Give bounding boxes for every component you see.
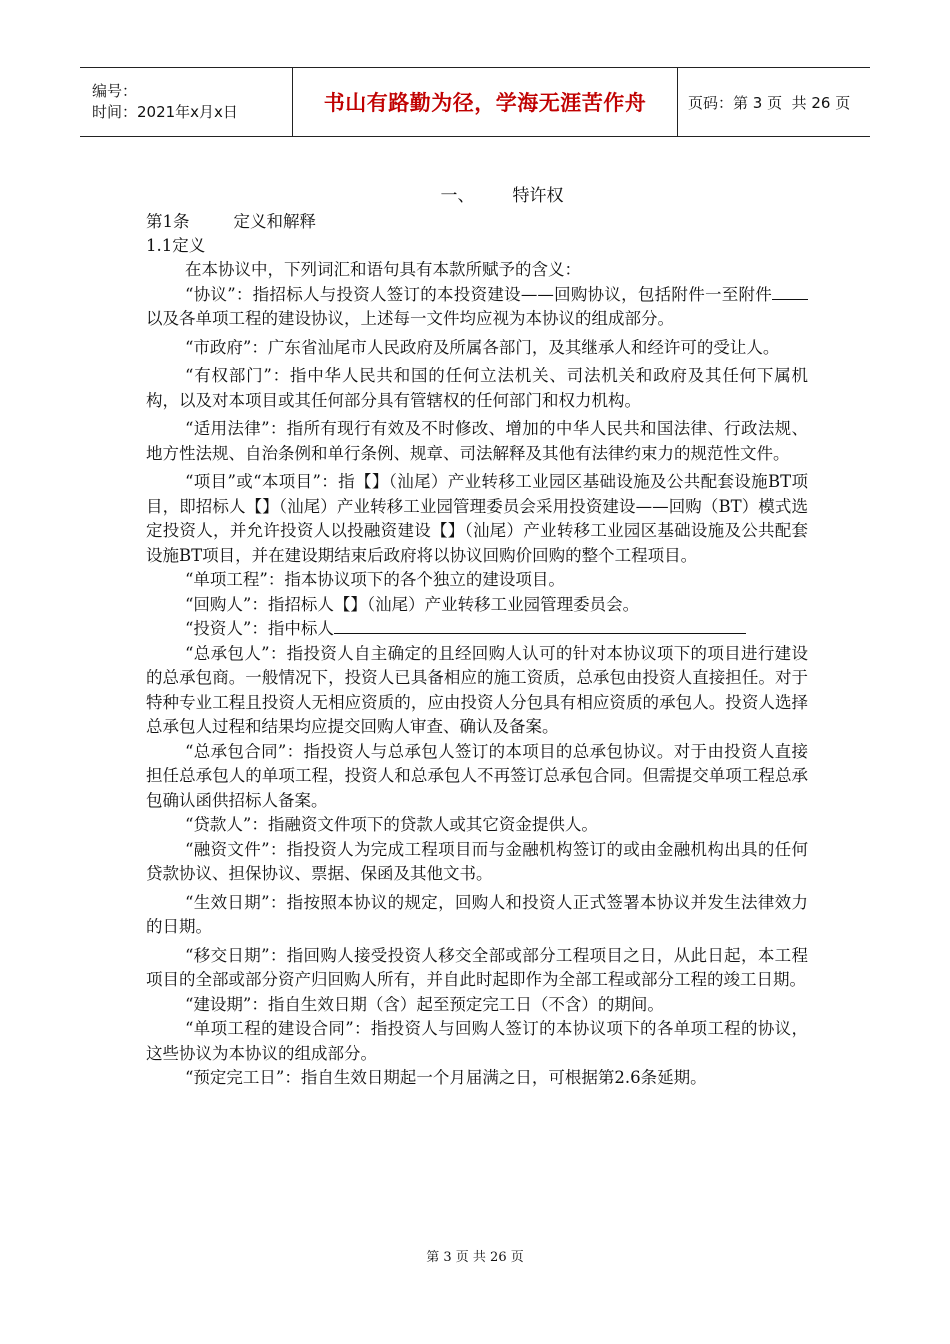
header-page-info bbox=[678, 68, 870, 136]
definition-investor bbox=[146, 617, 808, 642]
footer-page-number: 第 3 页 共 26 页 bbox=[426, 1250, 524, 1265]
definition-agreement bbox=[146, 283, 808, 332]
definition-project: “项目”或“本项目”：指【】（汕尾）产业转移工业园区基础设施及公共配套设施BT项目，即招标人【】（汕尾）产业转移工业园管理委员会采用投资建设——回购（BT）模式选定投资人，并允许投资人以投融资建设【】（汕尾）产业转移工业园区基础设施及公共配套设施BT项目，并在建设期结束后政府将以协议回购价回购的整个工程项目。 bbox=[146, 472, 808, 565]
definition-individual-works: “单项工程”：指本协议项下的各个独立的建设项目。 bbox=[185, 570, 565, 589]
definition-construction-period: “建设期”：指自生效日期（含）起至预定完工日（不含）的期间。 bbox=[185, 994, 664, 1014]
section-title bbox=[146, 182, 808, 210]
page-header bbox=[80, 67, 870, 137]
definition-agreement-part1: “协议”：指招标人与投资人签订的本投资建设——回购协议，包括附件一至附件 bbox=[185, 284, 772, 304]
article-title: 定义和解释 bbox=[233, 212, 316, 231]
definition-effective-date: “生效日期”：指按照本协议的规定，回购人和投资人正式签署本协议并发生法律效力的日期。 bbox=[146, 892, 808, 936]
definition-scheduled-completion-date: “预定完工日”：指自生效日期起一个月届满之日，可根据第2.6条延期。 bbox=[185, 1068, 707, 1087]
intro-paragraph: 在本协议中，下列词汇和语句具有本款所赋予的含义： bbox=[185, 260, 581, 279]
document-body bbox=[146, 182, 808, 1091]
document-time-label: 时间：2021年x月x日 bbox=[92, 103, 238, 121]
blank-winning-bidder bbox=[334, 617, 746, 634]
document-number-label: 编号： bbox=[92, 82, 138, 100]
definition-transfer-date: “移交日期”：指回购人接受投资人移交全部或部分工程项目之日，从此日起，本工程项目的全部或部分资产归回购人所有，并自此时起即作为全部工程或部分工程的竣工日期。 bbox=[146, 945, 808, 989]
blank-annex-number bbox=[772, 283, 808, 300]
header-motto: 书山有路勤为径，学海无涯苦作舟 bbox=[292, 68, 678, 136]
definition-general-contractor: “总承包人”：指投资人自主确定的且经回购人认可的针对本协议项下的项目进行建设的总承包商。一般情况下，投资人已具备相应的施工资质，总承包由投资人直接担任。对于特种专业工程且投资人无相应资质的，应由投资人分包具有相应资质的承包人。投资人选择总承包人过程和结果均应提交回购人审查、确认及备案。 bbox=[146, 643, 808, 736]
section-number: 一、 bbox=[440, 186, 475, 206]
definition-lender: “贷款人”：指融资文件项下的贷款人或其它资金提供人。 bbox=[185, 815, 598, 834]
definition-applicable-law: “适用法律”：指所有现行有效及不时修改、增加的中华人民共和国法律、行政法规、地方性法规、自治条例和单行条例、规章、司法解释及其他有法律约束力的规范性文件。 bbox=[146, 419, 808, 463]
definition-individual-construction-contract: “单项工程的建设合同”：指投资人与回购人签订的本协议项下的各单项工程的协议，这些协议为本协议的组成部分。 bbox=[146, 1019, 808, 1063]
subsection-heading: 1.1定义 bbox=[146, 236, 206, 255]
article-number: 第1条 bbox=[146, 212, 190, 231]
definition-repurchaser: “回购人”：指招标人【】（汕尾）产业转移工业园管理委员会。 bbox=[185, 594, 640, 614]
definition-investor-text: “投资人”：指中标人 bbox=[185, 619, 334, 638]
page-info-text: 页码：第 3 页 共 26 页 bbox=[688, 93, 851, 112]
page-footer bbox=[0, 1246, 950, 1265]
article-heading bbox=[146, 210, 808, 234]
definition-general-contract: “总承包合同”：指投资人与总承包人签订的本项目的总承包协议。对于由投资人直接担任总承包人的单项工程，投资人和总承包人不再签订总承包合同。但需提交单项工程总承包确认函供招标人备案。 bbox=[146, 741, 808, 810]
definition-municipal-government: “市政府”：广东省汕尾市人民政府及所属各部门，及其继承人和经许可的受让人。 bbox=[185, 337, 780, 357]
definition-authorized-departments: “有权部门”：指中华人民共和国的任何立法机关、司法机关和政府及其任何下属机构，以及对本项目或其任何部分具有管辖权的任何部门和权力机构。 bbox=[146, 366, 808, 410]
header-meta bbox=[80, 68, 292, 136]
definition-financing-documents: “融资文件”：指投资人为完成工程项目而与金融机构签订的或由金融机构出具的任何贷款协议、担保协议、票据、保函及其他文书。 bbox=[146, 839, 808, 883]
section-title-text: 特许权 bbox=[512, 186, 564, 206]
definition-agreement-part2: 以及各单项工程的建设协议，上述每一文件均应视为本协议的组成部分。 bbox=[146, 309, 674, 328]
